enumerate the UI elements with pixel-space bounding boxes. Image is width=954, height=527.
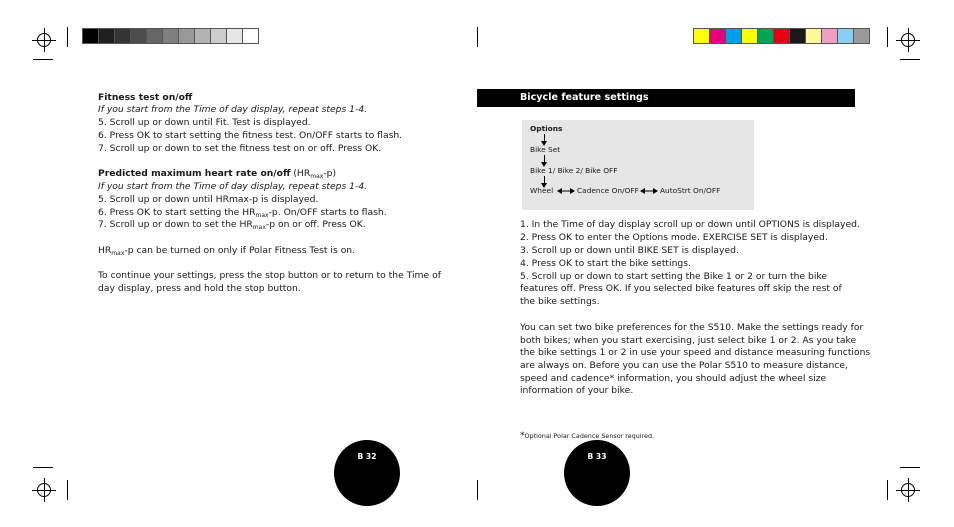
continue-line: To continue your settings, press the stop button or to return to the Time of [98,270,441,281]
color-swatch [821,28,838,44]
fitness-test-intro: If you start from the Time of day display, repeat steps 1-4. [98,104,368,115]
color-swatch [757,28,774,44]
color-swatch [82,28,99,44]
continue-line: day display, press and hold the stop button. [98,283,301,294]
color-swatch [773,28,790,44]
diagram-options: Options [530,124,563,133]
paragraph-line: speed and cadence* information, you should adjust the wheel size [520,373,827,384]
arrow-down-icon [544,155,545,164]
hrmax-note: $HR_{max}-p$ can be turned on only if Polar Fitness Test is on. [98,245,356,257]
arrow-down-icon [544,176,545,185]
bike-step: 3. Scroll up or down until BIKE SET is displayed. [520,245,739,256]
diagram-bike-choice: Bike 1/ Bike 2/ Bike OFF [530,166,618,175]
color-swatch [98,28,115,44]
color-swatch [178,28,195,44]
bike-step: 4. Press OK to start the bike settings. [520,258,691,269]
paragraph-line: both bikes; when you start exercising, just select bike 1 or 2. As you take [520,335,857,346]
paragraph-line: the bike settings 1 or 2 in use your speed and distance measuring functions [520,347,871,358]
color-swatch [837,28,854,44]
paragraph-line: are always on. Before you can use the Polar S510 to measure distance, [520,360,848,371]
bike-step: 2. Press OK to enter the Options mode. EXERCISE SET is displayed. [520,232,828,243]
section-title: Bicycle feature settings [520,92,649,103]
color-swatch [741,28,758,44]
fitness-step-5: 5. Scroll up or down until Fit. Test is displayed. [98,117,311,128]
color-swatch [130,28,147,44]
color-swatch [853,28,870,44]
hrmax-title: Predicted maximum heart rate on/off $(HR_{max}-p)$ [98,168,337,180]
bike-step: the bike settings. [520,296,600,307]
color-swatch [709,28,726,44]
diagram-wheel: Wheel [530,186,554,195]
fitness-step-7: 7. Scroll up or down to set the fitness test on or off. Press OK. [98,143,382,154]
color-swatch [242,28,259,44]
fitness-step-6: 6. Press OK to start setting the fitness test. On/OFF starts to flash. [98,130,403,141]
color-swatch [114,28,131,44]
arrow-down-icon [544,134,545,143]
hrmax-intro: If you start from the Time of day display, repeat steps 1-4. [98,181,368,192]
fitness-test-title: Fitness test on/off [98,92,193,103]
diagram-cadence: Cadence On/OFF [577,186,639,195]
page-number-left-label: B 32 [357,452,377,461]
double-arrow-icon [557,187,575,195]
page-number-right [564,440,630,506]
hrmax-step-7: 7. Scroll up or down to set the $HR_{max}-p$ on or off. Press OK. [98,219,366,231]
color-swatch [162,28,179,44]
bike-step: 1. In the Time of day display scroll up or down until OPTIONS is displayed. [520,219,860,230]
diagram-autostrt: AutoStrt On/OFF [660,186,721,195]
color-swatch [210,28,227,44]
color-swatch [693,28,710,44]
color-swatch [146,28,163,44]
color-swatch [805,28,822,44]
bike-step: 5. Scroll up or down to start setting the Bike 1 or 2 or turn the bike [520,271,828,282]
footnote: *Optional Polar Cadence Sensor required. [520,431,655,441]
hrmax-step-6: 6. Press OK to start setting the $HR_{max}-p$. On/OFF starts to flash. [98,207,387,219]
section-header-bar [477,89,855,107]
double-arrow-icon [640,187,658,195]
paragraph-line: You can set two bike preferences for the S510. Make the settings ready for [520,322,864,333]
color-swatch [789,28,806,44]
color-swatch [194,28,211,44]
page-number-left [334,440,400,506]
bike-step: features off. Press OK. If you selected bike features off skip the rest of [520,283,842,294]
diagram-bike-set: Bike Set [530,145,561,154]
menu-flow-diagram [522,120,754,210]
page-number-right-label: B 33 [587,452,607,461]
hrmax-step-5: 5. Scroll up or down until HRmax-p is displayed. [98,194,319,205]
color-swatch [226,28,243,44]
color-swatch [725,28,742,44]
paragraph-line: information of your bike. [520,385,634,396]
